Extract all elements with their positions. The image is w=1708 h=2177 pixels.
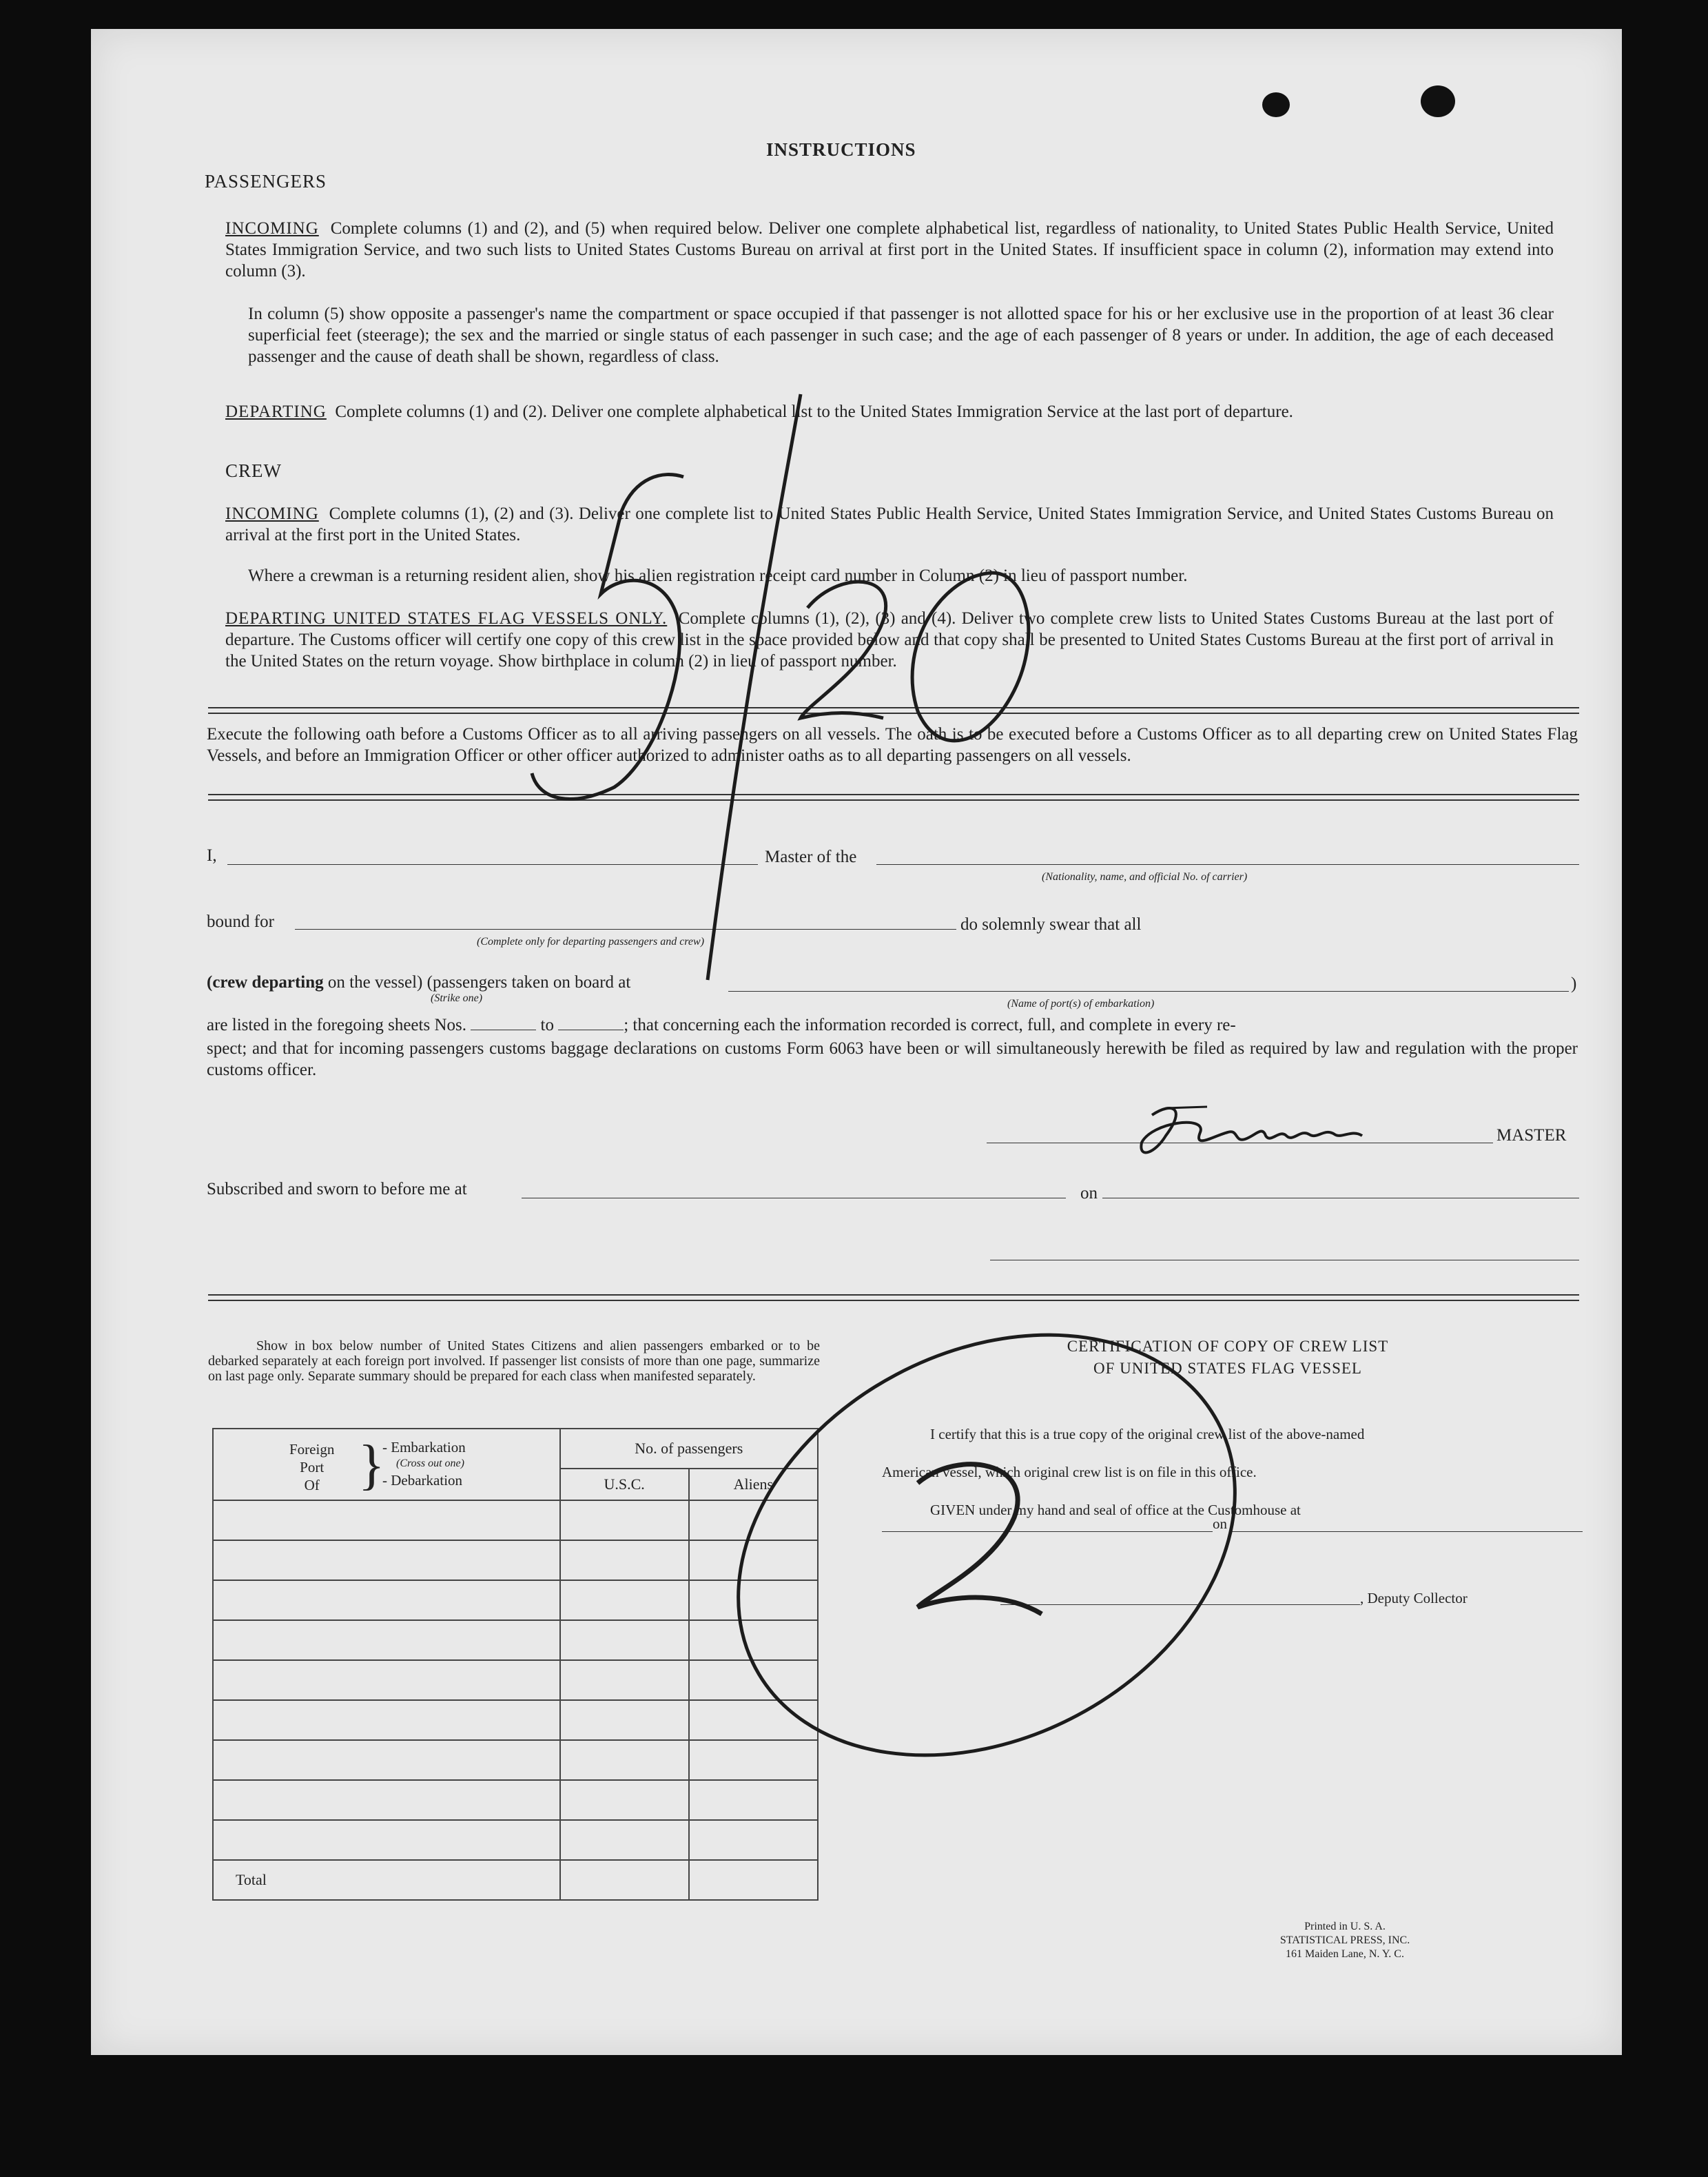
passengers-departing-text: Complete columns (1) and (2). Deliver one complete alphabetical list to the United States Immigration Service at the last port of departure. [335,402,1293,421]
of-label: Of [304,1477,320,1493]
aliens-header: Aliens [689,1469,818,1500]
nationality-caption: (Nationality, name, and official No. of carrier) [1042,871,1248,883]
master-of-the-label: Master of the [765,848,857,866]
deputy-collector-label: , Deputy Collector [1360,1590,1468,1606]
document-page [91,29,1622,2055]
to-label: to [540,1016,554,1034]
listed-paragraph: spect; and that for incoming passengers customs baggage declarations on customs Form 6063 have been or will simultaneously herewith be filed as required by law and regulation with the proper customs officer. [207,1039,1578,1079]
swear-text: do solemnly swear that all [960,915,1142,934]
listed-label: are listed in the foregoing sheets Nos. [207,1016,466,1034]
given-line: GIVEN under my hand and seal of office at the Customhouse at [930,1502,1301,1518]
instructions-title: INSTRUCTIONS [766,139,916,160]
foreign-port-header: Foreign Port Of } - Embarkation (Cross out one) - Debarkation [213,1429,560,1500]
complete-only-caption: (Complete only for departing passengers and crew) [477,936,705,948]
certification-title-1: CERTIFICATION OF COPY OF CREW LIST [1067,1338,1389,1355]
listed-label-b: ; that concerning each the information recorded is correct, full, and complete in every re- [624,1016,1236,1034]
crew-departing-label: (crew departing [207,973,324,992]
crew-heading: CREW [225,460,282,481]
on-the-vessel-label: on the vessel) [327,973,423,992]
subscribed-label: Subscribed and sworn to before me at [207,1180,467,1198]
certification-title-2: OF UNITED STATES FLAG VESSEL [1093,1360,1362,1377]
passengers-incoming-text: Complete columns (1) and (2), and (5) when required below. Deliver one complete alphabetical list, regardless of nationality, to United States Public Health Service, United States Immigration Service, and two such lists to United States Customs Bureau on arrival at first port in the United States. If insufficient space in column (2), information may extend into column (3). [225,219,1554,280]
passengers-departing-label: DEPARTING [225,402,327,421]
crew-departing-label: DEPARTING UNITED STATES FLAG VESSELS ONLY. [225,609,668,628]
total-label: Total [213,1860,560,1900]
crew-incoming-text: Complete columns (1), (2) and (3). Deliver one complete list to United States Public Health Service, United States Immigration Service, and United States Customs Bureau on arrival at the first port in the United States. [225,504,1554,544]
bound-for-label: bound for [207,912,274,931]
cross-out-label: (Cross out one) [396,1458,464,1469]
debarkation-label: - Debarkation [382,1472,463,1489]
subscribed-on-label: on [1080,1184,1098,1203]
summary-instructions: Show in box below number of United States Citizens and alien passengers embarked or to be debarked separately at each foreign port involved. If passenger list consists of more than one page, summarize on last page only. Separate summary should be prepared for each class when manifested separately. [208,1338,820,1384]
passengers-taken-label: (passengers taken on board at [426,973,631,992]
usc-header: U.S.C. [560,1469,689,1500]
strike-one-caption: (Strike one) [431,992,483,1004]
port-label: Port [300,1459,325,1475]
passengers-heading: PASSENGERS [205,171,327,192]
crew-incoming-label: INCOMING [225,504,319,523]
handwritten-sheet-mark [91,29,1622,2055]
close-paren: ) [1571,974,1577,993]
passengers-column5-paragraph: In column (5) show opposite a passenger's name the compartment or space occupied if that passenger is not allotted space for his or her exclusive use in the proportion of at least 36 clear superficial feet (steerage); the sex and the married or single status of each passenger in such case; and the age of each passenger of 8 years or under. In addition, the age of each deceased passenger and the cause of death shall be shown, regardless of class. [248,305,1554,366]
embarkation-label: - Embarkation [382,1439,466,1455]
no-of-passengers-header: No. of passengers [560,1429,818,1469]
certify-line-2: American vessel, which original crew list is on file in this office. [882,1464,1257,1480]
master-label: MASTER [1496,1126,1567,1145]
oath-intro: Execute the following oath before a Customs Officer as to all arriving passengers on all vessels. The oath is to be executed before a Customs Officer as to all departing crew on United States Flag Vessels, and before an Immigration Officer or other officer authorized to administer oaths as to all departing passengers on all vessels. [207,725,1578,765]
crew-departing-text: Complete columns (1), (2), (3) and (4). Deliver two complete crew lists to United States Customs Bureau at the last port of departure. The Customs officer will certify one copy of this crew list in the space provided below and that copy shall be presented to United States Customs Bureau at the first port of arrival in the United States on the return voyage. Show birthplace in column (2) in lieu of passport number. [225,609,1554,671]
cert-on-label: on [1213,1515,1227,1532]
crew-returning-paragraph: Where a crewman is a returning resident alien, show his alien registration receipt card number in Column (2) in lieu of passport number. [248,566,1188,585]
printer-line-1: Printed in U. S. A. [1304,1921,1386,1932]
passengers-incoming-label: INCOMING [225,219,319,238]
printer-line-3: 161 Maiden Lane, N. Y. C. [1286,1948,1404,1960]
printer-line-2: STATISTICAL PRESS, INC. [1279,1934,1410,1946]
certify-line-1: I certify that this is a true copy of the original crew list of the above-named [930,1426,1365,1442]
name-of-ports-caption: (Name of port(s) of embarkation) [1007,998,1155,1010]
foreign-label: Foreign [289,1441,335,1458]
i-label: I, [207,846,217,865]
